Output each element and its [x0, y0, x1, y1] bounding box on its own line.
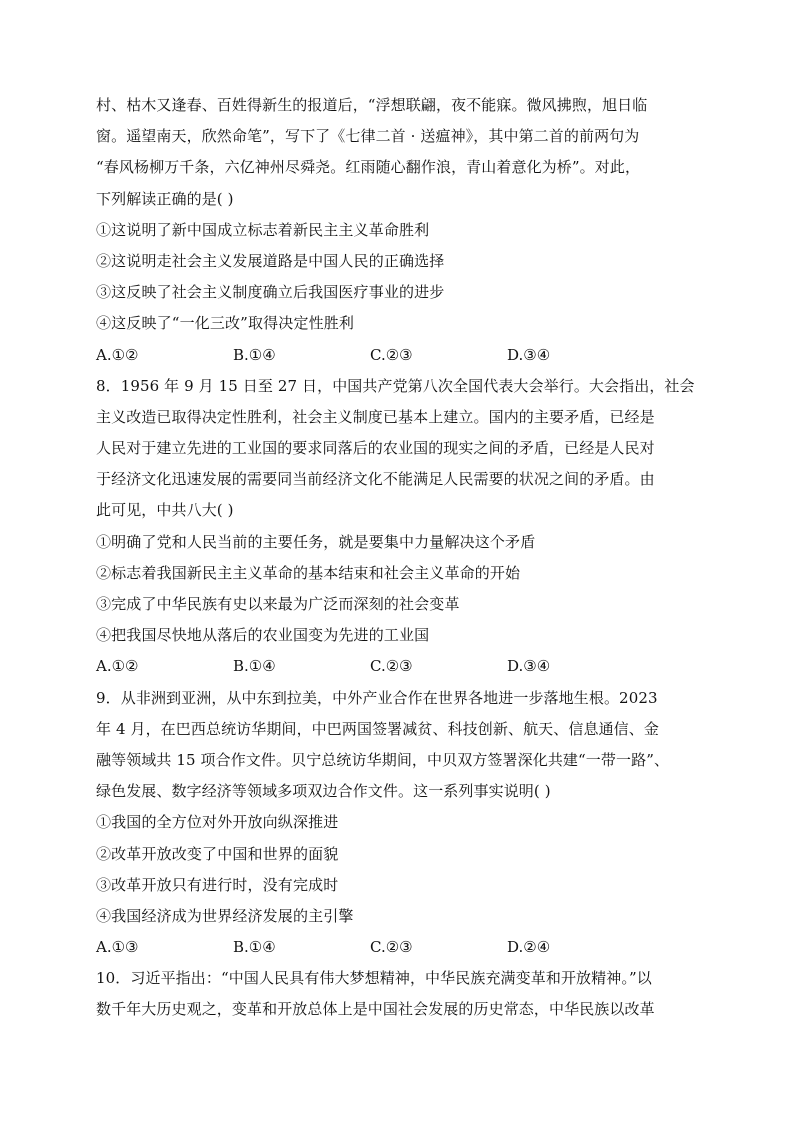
- answer-options: [96, 340, 698, 371]
- option-a: A.①③: [96, 938, 139, 957]
- question-stem-line: 8．1956 年 9 月 15 日至 27 日，中国共产党第八次全国代表大会举行。大会指出，社会: [96, 376, 695, 395]
- question-10: [96, 963, 698, 1025]
- question-stem-line: 于经济文化迅速发展的需要同当前经济文化不能满足人民需要的状况之间的矛盾。由: [96, 470, 655, 489]
- statement-1: ①明确了党和人民当前的主要任务，就是要集中力量解决这个矛盾: [96, 532, 536, 551]
- question-stem-line: 主义改造已取得决定性胜利，社会主义制度已基本上建立。国内的主要矛盾，已经是: [96, 407, 655, 426]
- exam-page: [96, 90, 698, 1026]
- answer-options: [96, 651, 698, 682]
- question-stem-line: 融等领域共 15 项合作文件。贝宁总统访华期间，中贝双方签署深化共建“一带一路”、: [96, 750, 670, 769]
- statement-3: ③这反映了社会主义制度确立后我国医疗事业的进步: [96, 283, 445, 302]
- statement-1: ①我国的全方位对外开放向纵深推进: [96, 813, 339, 832]
- question-stem-line: 此可见，中共八大( ): [96, 501, 234, 520]
- statement-2: ②改革开放改变了中国和世界的面貌: [96, 844, 339, 863]
- question-stem-line: 绿色发展、数字经济等领域多项双边合作文件。这一系列事实说明( ): [96, 782, 551, 801]
- question-stem-line: 下列解读正确的是( ): [96, 189, 234, 208]
- question-7: [96, 90, 698, 371]
- option-c: C.②③: [370, 938, 413, 957]
- statement-2: ②标志着我国新民主主义革命的基本结束和社会主义革命的开始: [96, 563, 521, 582]
- question-stem-line: 村、枯木又逢春、百姓得新生的报道后，“浮想联翩，夜不能寐。微风拂煦，旭日临: [96, 96, 648, 114]
- question-stem-line: 年 4 月，在巴西总统访华期间，中巴两国签署减贫、科技创新、航天、信息通信、金: [96, 719, 659, 738]
- statement-1: ①这说明了新中国成立标志着新民主主义革命胜利: [96, 220, 430, 239]
- option-b: B.①④: [233, 345, 276, 364]
- option-a: A.①②: [96, 345, 139, 364]
- question-stem-line: 10．习近平指出：“中国人民具有伟大梦想精神，中华民族充满变革和开放精神。”以: [96, 969, 652, 988]
- option-b: B.①④: [233, 938, 276, 957]
- option-b: B.①④: [233, 657, 276, 676]
- statement-3: ③完成了中华民族有史以来最为广泛而深刻的社会变革: [96, 595, 460, 613]
- statement-3: ③改革开放只有进行时，没有完成时: [96, 875, 339, 894]
- statement-4: ④把我国尽快地从落后的农业国变为先进的工业国: [96, 626, 430, 645]
- question-stem-line: 数千年大历史观之，变革和开放总体上是中国社会发展的历史常态，中华民族以改革: [96, 1000, 655, 1019]
- option-c: C.②③: [370, 345, 413, 364]
- question-stem-line: 9．从非洲到亚洲，从中东到拉美，中外产业合作在世界各地进一步落地生根。2023: [96, 688, 658, 707]
- option-d: D.③④: [507, 345, 551, 364]
- option-c: C.②③: [370, 657, 413, 676]
- statement-2: ②这说明走社会主义发展道路是中国人民的正确选择: [96, 251, 445, 270]
- statement-4: ④我国经济成为世界经济发展的主引擎: [96, 906, 354, 925]
- answer-options: [96, 932, 698, 963]
- question-8: [96, 371, 698, 683]
- question-stem-line: “春风杨柳万千条，六亿神州尽舜尧。红雨随心翻作浪，青山着意化为桥”。对此，: [96, 158, 641, 177]
- question-9: [96, 683, 698, 964]
- option-d: D.②④: [507, 938, 551, 957]
- question-stem-line: 人民对于建立先进的工业国的要求同落后的农业国的现实之间的矛盾，已经是人民对: [96, 439, 655, 458]
- statement-4: ④这反映了“一化三改”取得决定性胜利: [96, 314, 355, 333]
- question-stem-line: 窗。遥望南天，欣然命笔”，写下了《七律二首 · 送瘟神》，其中第二首的前两句为: [96, 127, 640, 146]
- option-d: D.③④: [507, 657, 551, 676]
- option-a: A.①②: [96, 657, 139, 676]
